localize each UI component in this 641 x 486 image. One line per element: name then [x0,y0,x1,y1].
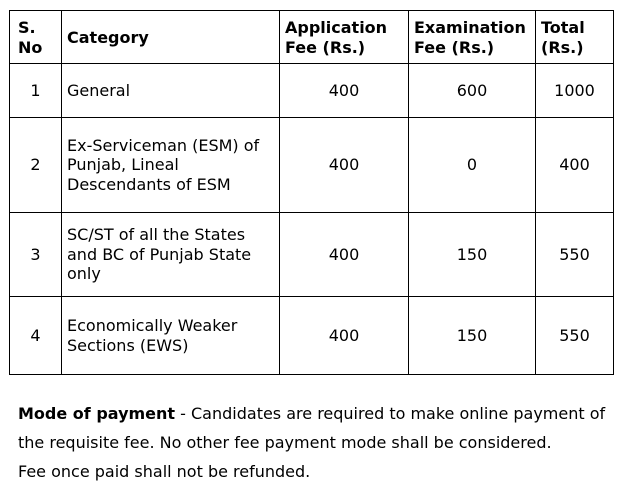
cell-application-fee: 400 [280,297,409,375]
cell-sno: 1 [10,64,62,118]
cell-category: Ex-Serviceman (ESM) of Punjab, Lineal Descendants of ESM [62,118,280,213]
cell-examination-fee: 150 [409,213,536,297]
cell-category: General [62,64,280,118]
header-examination-fee: Examination Fee (Rs.) [409,11,536,64]
cell-sno: 4 [10,297,62,375]
table-row [10,64,614,118]
mode-of-payment-paragraph [18,399,618,457]
mode-of-payment-text: - Candidates are required to make online payment of the requisite fee. No other fee payment mode shall be considered. [18,404,606,452]
cell-total: 550 [536,213,614,297]
fee-table-header [10,11,614,64]
table-row [10,213,614,297]
cell-application-fee: 400 [280,213,409,297]
mode-of-payment-label: Mode of payment [18,404,176,423]
header-application-fee: Application Fee (Rs.) [280,11,409,64]
cell-total: 400 [536,118,614,213]
cell-category: SC/ST of all the States and BC of Punjab State only [62,213,280,297]
refund-note: Fee once paid shall not be refunded. [18,462,311,481]
cell-sno: 3 [10,213,62,297]
fee-table [9,10,614,375]
fee-table-body [10,64,614,375]
cell-application-fee: 400 [280,118,409,213]
cell-application-fee: 400 [280,64,409,118]
header-category: Category [62,11,280,64]
cell-examination-fee: 600 [409,64,536,118]
payment-notes [18,399,618,486]
cell-total: 550 [536,297,614,375]
cell-examination-fee: 150 [409,297,536,375]
header-row [10,11,614,64]
table-row [10,118,614,213]
header-sno: S. No [10,11,62,64]
cell-sno: 2 [10,118,62,213]
cell-total: 1000 [536,64,614,118]
table-row [10,297,614,375]
header-total: Total (Rs.) [536,11,614,64]
cell-examination-fee: 0 [409,118,536,213]
cell-category: Economically Weaker Sections (EWS) [62,297,280,375]
